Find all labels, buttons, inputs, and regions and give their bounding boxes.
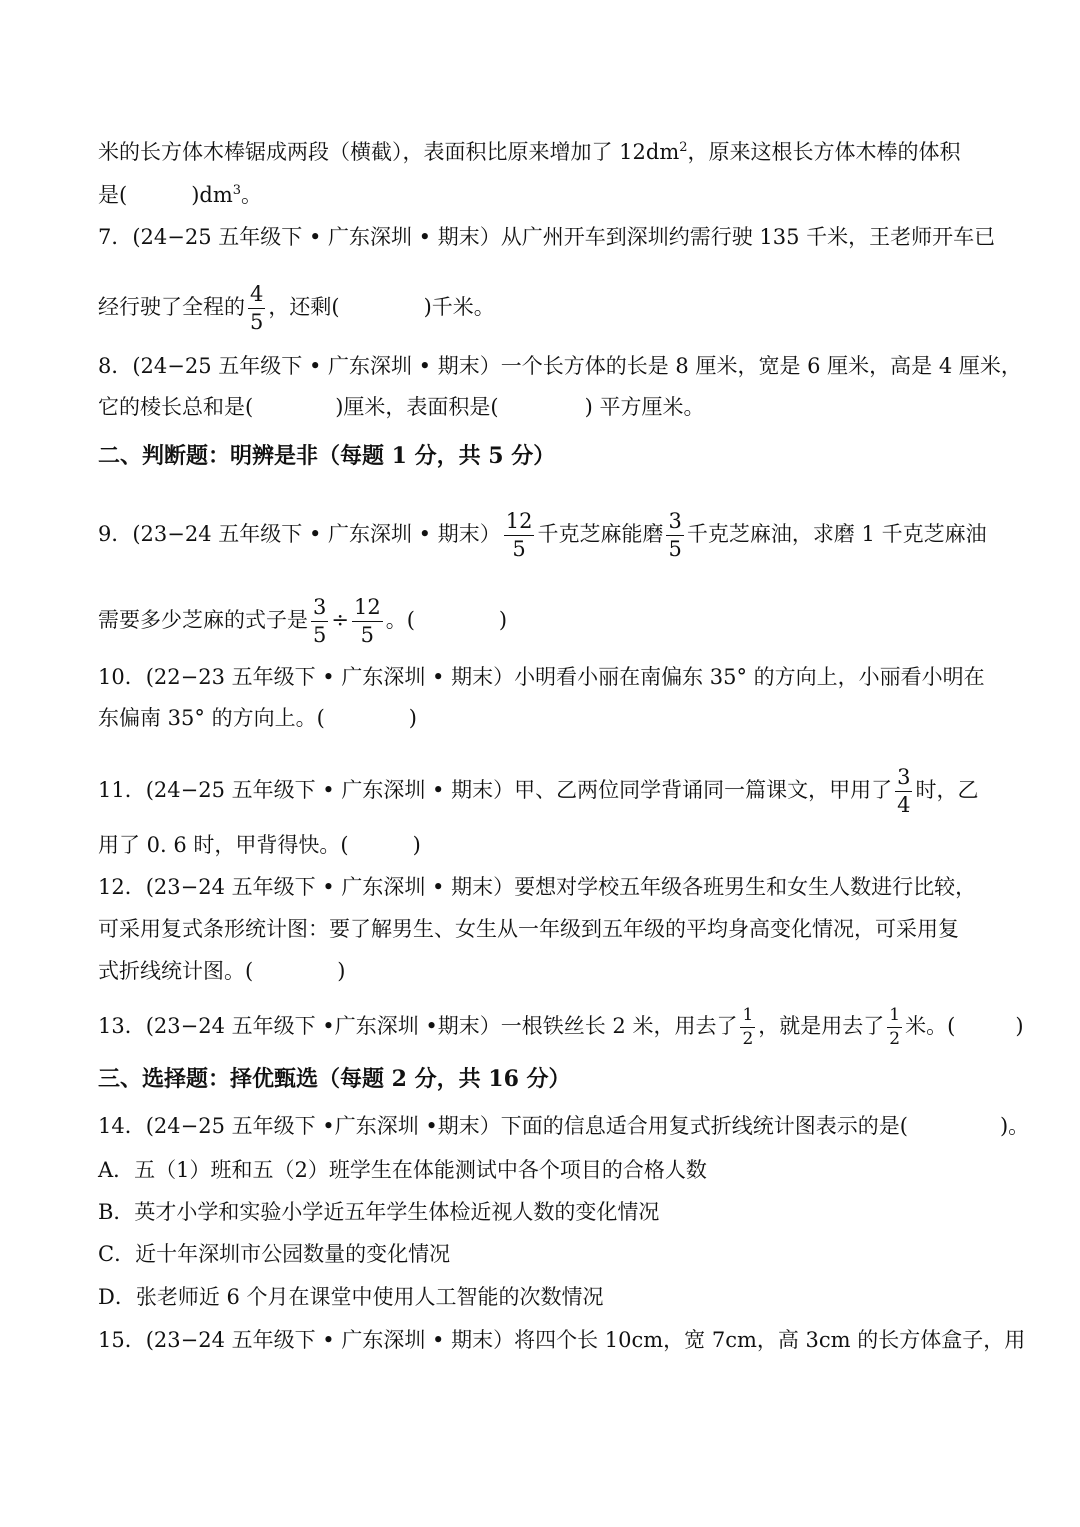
q10-close-paren: ) — [408, 706, 417, 730]
q11-text-2: 用了 0. 6 时，甲背得快。( — [98, 833, 349, 857]
q9-close-paren: ) — [498, 608, 508, 632]
q9-fraction-4 — [352, 597, 383, 646]
q13-text-mid: ，就是用去了 — [758, 1014, 885, 1038]
fraction-numerator: 4 — [248, 284, 265, 309]
q9-text-2: 需要多少芝麻的式子是 — [98, 608, 308, 632]
q11-close-paren: ) — [412, 833, 421, 857]
q6-unit: )dm — [191, 183, 233, 207]
q12-close-paren: ) — [337, 959, 346, 983]
fraction-numerator: 3 — [895, 767, 912, 792]
q9-fraction-1 — [504, 511, 535, 560]
fraction-numerator: 1 — [740, 1007, 755, 1028]
q6-period: 。 — [241, 183, 263, 207]
q8-line1 — [98, 351, 1022, 381]
q6-line1 — [98, 137, 984, 167]
fraction-denominator: 5 — [668, 537, 682, 561]
fraction-denominator: 5 — [313, 623, 327, 647]
q9-fraction-3 — [311, 597, 328, 646]
q11-text-end: 时，乙 — [915, 778, 979, 802]
fraction-denominator: 2 — [742, 1029, 754, 1049]
q11-fraction — [895, 767, 912, 816]
q14-option-a[interactable]: A．五（1）班和五（2）班学生在体能测试中各个项目的合格人数 — [98, 1158, 707, 1182]
q6-text-1-end: ，原来这根长方体木棒的体积 — [687, 140, 961, 164]
q6-line2 — [98, 180, 984, 210]
q8-text-end: ) 平方厘米。 — [584, 395, 705, 419]
fraction-denominator: 5 — [250, 310, 264, 334]
q12-text-2: 可采用复式条形统计图：要了解男生、女生从一年级到五年级的平均身高变化情况，可采用复 — [98, 917, 959, 941]
q6-text-1: 米的长方体木棒锯成两段（横截），表面积比原来增加了 12dm — [98, 140, 680, 164]
fraction-numerator: 3 — [666, 511, 683, 536]
q10-line1 — [98, 662, 984, 692]
fraction-denominator: 5 — [360, 623, 375, 647]
q15-text-1: 15．(23−24 五年级下 • 广东深圳 • 期末）将四个长 10cm，宽 7cm，高 3cm 的长方体盒子，用 — [98, 1328, 1026, 1352]
q14-text-1: 14．(24−25 五年级下 •广东深圳 •期末）下面的信息适合用复式折线统计图表示的是( — [98, 1114, 908, 1138]
q9-line2 — [98, 597, 984, 646]
q13-text-1: 13．(23−24 五年级下 •广东深圳 •期末）一根铁丝长 2 米，用去了 — [98, 1014, 738, 1038]
fraction-numerator: 12 — [352, 597, 383, 622]
q7-text-2: 经行驶了全程的 — [98, 295, 245, 319]
fraction-denominator: 2 — [889, 1029, 901, 1049]
q9-text-mid: 千克芝麻能磨 — [537, 522, 664, 546]
q12-line3 — [98, 956, 984, 986]
fraction-numerator: 12 — [504, 511, 535, 536]
division-sign: ÷ — [331, 608, 349, 632]
q7-line1 — [98, 222, 996, 252]
q6-superscript-3: 3 — [232, 183, 242, 198]
q6-text-2: 是( — [98, 183, 128, 207]
q13-fraction-2 — [887, 1007, 902, 1048]
q13-close-paren: ) — [1015, 1014, 1024, 1038]
q7-line2 — [98, 284, 984, 333]
q8-text-mid: )厘米，表面积是( — [335, 395, 499, 419]
q8-text-1: 8．(24−25 五年级下 • 广东深圳 • 期末）一个长方体的长是 8 厘米，宽是 6 厘米，高是 4 厘米， — [98, 354, 1022, 378]
q8-text-2: 它的棱长总和是( — [98, 395, 254, 419]
q9-line1 — [98, 509, 987, 561]
q10-line2 — [98, 703, 984, 733]
fraction-numerator: 1 — [887, 1007, 902, 1028]
q7-fraction — [248, 284, 265, 333]
q7-text-end: )千米。 — [423, 295, 495, 319]
q7-text-1: 7．(24−25 五年级下 • 广东深圳 • 期末）从广州开车到深圳约需行驶 135 千米，王老师开车已 — [98, 225, 996, 249]
q10-text-2: 东偏南 35° 的方向上。( — [98, 706, 325, 730]
q6-superscript-2: 2 — [679, 140, 688, 155]
section-heading-judgment: 二、判断题：明辨是非（每题 1 分，共 5 分） — [98, 443, 556, 469]
q14-option-d[interactable]: D．张老师近 6 个月在课堂中使用人工智能的次数情况 — [98, 1285, 604, 1309]
q13-fraction-1 — [740, 1007, 755, 1048]
q14-option-b[interactable]: B．英才小学和实验小学近五年学生体检近视人数的变化情况 — [98, 1200, 660, 1224]
q9-text-1: 9．(23−24 五年级下 • 广东深圳 • 期末） — [98, 522, 501, 546]
q14-close-paren: )。 — [999, 1114, 1030, 1138]
q8-line2 — [98, 392, 984, 422]
q12-line2 — [98, 914, 984, 944]
q13-line1 — [98, 1005, 1024, 1049]
q14-line1 — [98, 1111, 1030, 1141]
q11-line2 — [98, 830, 984, 860]
fraction-numerator: 3 — [311, 597, 328, 622]
fraction-denominator: 5 — [512, 537, 526, 561]
q11-text-1: 11．(24−25 五年级下 • 广东深圳 • 期末）甲、乙两位同学背诵同一篇课文，甲用了 — [98, 778, 893, 802]
q9-fraction-2 — [666, 511, 683, 560]
q12-text-3: 式折线统计图。( — [98, 959, 254, 983]
q12-text-1: 12．(23−24 五年级下 • 广东深圳 • 期末）要想对学校五年级各班男生和女生人数进行比较， — [98, 875, 977, 899]
q10-text-1: 10．(22−23 五年级下 • 广东深圳 • 期末）小明看小丽在南偏东 35° 的方向上，小丽看小明在 — [98, 665, 985, 689]
q12-line1 — [98, 872, 984, 902]
section-heading-choice: 三、选择题：择优甄选（每题 2 分，共 16 分） — [98, 1066, 571, 1092]
q9-text-end: 。( — [385, 608, 415, 632]
fraction-denominator: 4 — [897, 793, 911, 817]
q7-text-mid: ，还剩( — [268, 295, 340, 319]
q13-text-end: 米。( — [905, 1014, 956, 1038]
q11-line1 — [98, 767, 984, 816]
q15-line1 — [98, 1325, 1026, 1355]
q9-text-end: 千克芝麻油，求磨 1 千克芝麻油 — [686, 522, 987, 546]
q14-option-c[interactable]: C．近十年深圳市公园数量的变化情况 — [98, 1242, 451, 1266]
